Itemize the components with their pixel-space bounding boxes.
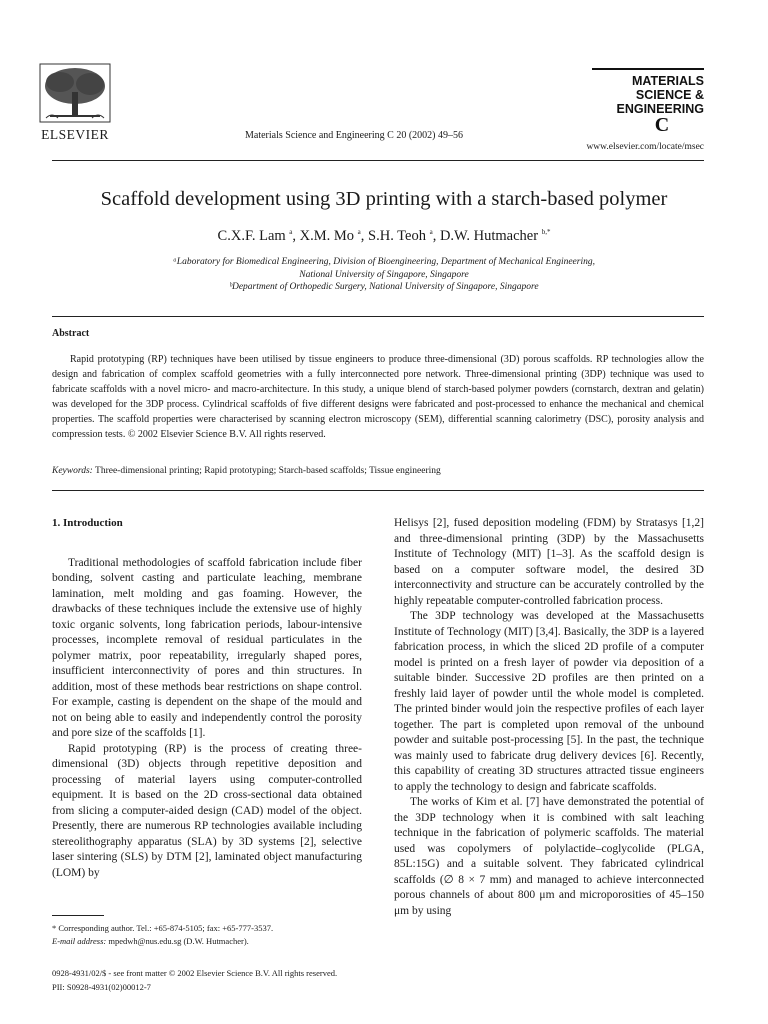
journal-logo-line: SCIENCE & [635, 88, 704, 102]
header-divider [52, 160, 704, 161]
author-name: X.M. Mo [299, 228, 355, 244]
front-matter-line: 0928-4931/02/$ - see front matter © 2002 Elsevier Science B.V. All rights reserved. [52, 968, 338, 978]
email-address[interactable]: mpedwh@nus.edu.sg (D.W. Hutmacher). [108, 936, 249, 946]
author-affil-mark: a [289, 228, 293, 237]
abstract-bottom-divider [52, 490, 704, 491]
footnote-divider [52, 915, 104, 916]
author-name: S.H. Teoh [368, 228, 426, 244]
keywords [52, 466, 704, 476]
footnote-corresponding: * Corresponding author. Tel.: +65-874-5105; fax: +65-777-3537. [52, 923, 274, 933]
author-affil-mark: a [429, 228, 433, 237]
left-column [52, 516, 362, 881]
body-paragraph: Rapid prototyping (RP) is the process of creating three-dimensional (3D) objects through repetitive deposition and processing of material layers using computer-controlled equipment. It is based on the 2D cross-sectional data obtained from slicing a computer-aided design (CAD) model of the object. Presently, there are numerous RP technologies available including stereolithography apparatus (SLA) by 3D systems [2], selective laser sintering (SLS) by DTM [2], laminated object manufacturing (LOM) by [52, 742, 362, 879]
journal-logo [592, 68, 704, 134]
journal-logo-line: ENGINEERING [616, 102, 704, 116]
keywords-list: Three-dimensional printing; Rapid prototyping; Starch-based scaffolds; Tissue engineering [95, 466, 441, 476]
paper-title: Scaffold development using 3D printing with a starch-based polymer [100, 188, 668, 210]
author-list: C.X.F. Lam $^a$, X.M. Mo $^a$, S.H. Teoh $^a$, D.W. Hutmacher $^{b,*}$ [217, 228, 551, 244]
body-paragraph: Traditional methodologies of scaffold fabrication include fiber bonding, solvent casting and particulate leaching, membrane lamination, melt molding and gas foaming. However, the drawbacks of these techniques include the extensive use of highly toxic organic solvents, long fabrication periods, labour-intensive processes, incomplete removal of residual particulates in the polymer matrix, poor repeatability, irregularly shaped pores, insufficient interconnectivity of pores and thin structures. In addition, most of these methods bear restrictions on shape control. For example, casting is dependent on the shape of the mould and not on being able to easily and independently control the porosity and pore size of the scaffolds [1]. [52, 556, 362, 739]
section-heading: 1. Introduction [52, 517, 123, 529]
body-paragraph: Helisys [2], fused deposition modeling (FDM) by Stratasys [1,2] and three-dimensional printing (3DP) by the Massachusetts Institute of Technology (MIT) [1–3]. As the scaffold design is based on a computer software model, the desired 3D interconnectivity and structure can be accurately controlled by the highly repeatable computer-controlled fabrication process. [394, 517, 704, 607]
author-affil-mark: b,* [541, 228, 551, 237]
abstract-top-divider [52, 316, 704, 317]
journal-logo-letter: C [654, 114, 670, 136]
affiliation-line: National University of Singapore, Singapore [299, 269, 469, 280]
abstract-heading: Abstract [52, 328, 90, 339]
pii-line: PII: S0928-4931(02)00012-7 [52, 982, 151, 992]
journal-logo-line: MATERIALS [632, 74, 704, 88]
footnote-email [52, 935, 372, 948]
footnote [52, 922, 372, 948]
author-name: C.X.F. Lam [217, 228, 286, 244]
affiliations [40, 256, 728, 294]
body-paragraph: The 3DP technology was developed at the Massachusetts Institute of Technology (MIT) [3,4]. Basically, the 3DP is a layered fabrication process, in which the sliced 2D profile of a computer model is printed on a fresh layer of powder via deposition of a suitable binder. Successive 2D profiles are then printed on a freshly laid layer of powder until the whole model is completed. The printed binder would join the respective profiles of each layer together. The part is completed upon removal of the unbound powder and suitable post-processing [5]. In the past, the technique was mainly used to fabricate drug delivery devices [6]. Recently, this capability of creating 3D structures attracted tissue engineers to apply the technology to design and fabricate scaffolds. [394, 610, 704, 793]
body-paragraph: The works of Kim et al. [7] have demonstrated the potential of the 3DP technology when it is combined with salt leaching technique in the fabrication of polymeric scaffolds. The material used was copolymers of polylactide–coglycolide (PLGA, 85L:15G) and a suitable solvent. They fabricated cylindrical scaffolds (∅ 8 × 7 mm) and managed to achieve interconnected porous channels of about 800 μm and microporosities of 45–150 μm by using [394, 796, 704, 917]
affiliation-line: ᵃLaboratory for Biomedical Engineering, Division of Bioengineering, Department of Mechanical Engineering, [173, 257, 595, 267]
author-affil-mark: a [357, 228, 361, 237]
author-name: D.W. Hutmacher [439, 228, 539, 244]
affiliation-line: ᵇDepartment of Orthopedic Surgery, National University of Singapore, Singapore [229, 282, 539, 292]
publisher-name: ELSEVIER [41, 127, 109, 142]
abstract-text: Rapid prototyping (RP) techniques have been utilised by tissue engineers to produce three-dimensional (3D) porous scaffolds. RP technologies allow the design and fabrication of complex scaffold geometries with a fully interconnected pore network. Three-dimensional printing (3DP) technique was used to fabricate scaffolds with a novel micro- and macro-architecture. In this study, a unique blend of starch-based polymer powders (cornstarch, dextran and gelatin) was developed for the 3DP process. Cylindrical scaffolds of five different designs were fabricated and post-processed to enhance the mechanical and chemical properties. The scaffold properties were characterised by scanning electron microscopy (SEM), differential scanning calorimetry (DSC), porosity analysis and compression tests. © 2002 Elsevier Science B.V. All rights reserved. [52, 354, 704, 440]
journal-citation: Materials Science and Engineering C 20 (2002) 49–56 [245, 130, 463, 141]
page-footer [52, 966, 552, 994]
journal-url[interactable]: www.elsevier.com/locate/msec [586, 142, 704, 152]
keywords-label: Keywords: [52, 466, 93, 476]
email-label: E-mail address: [52, 936, 107, 946]
right-column [394, 516, 704, 919]
